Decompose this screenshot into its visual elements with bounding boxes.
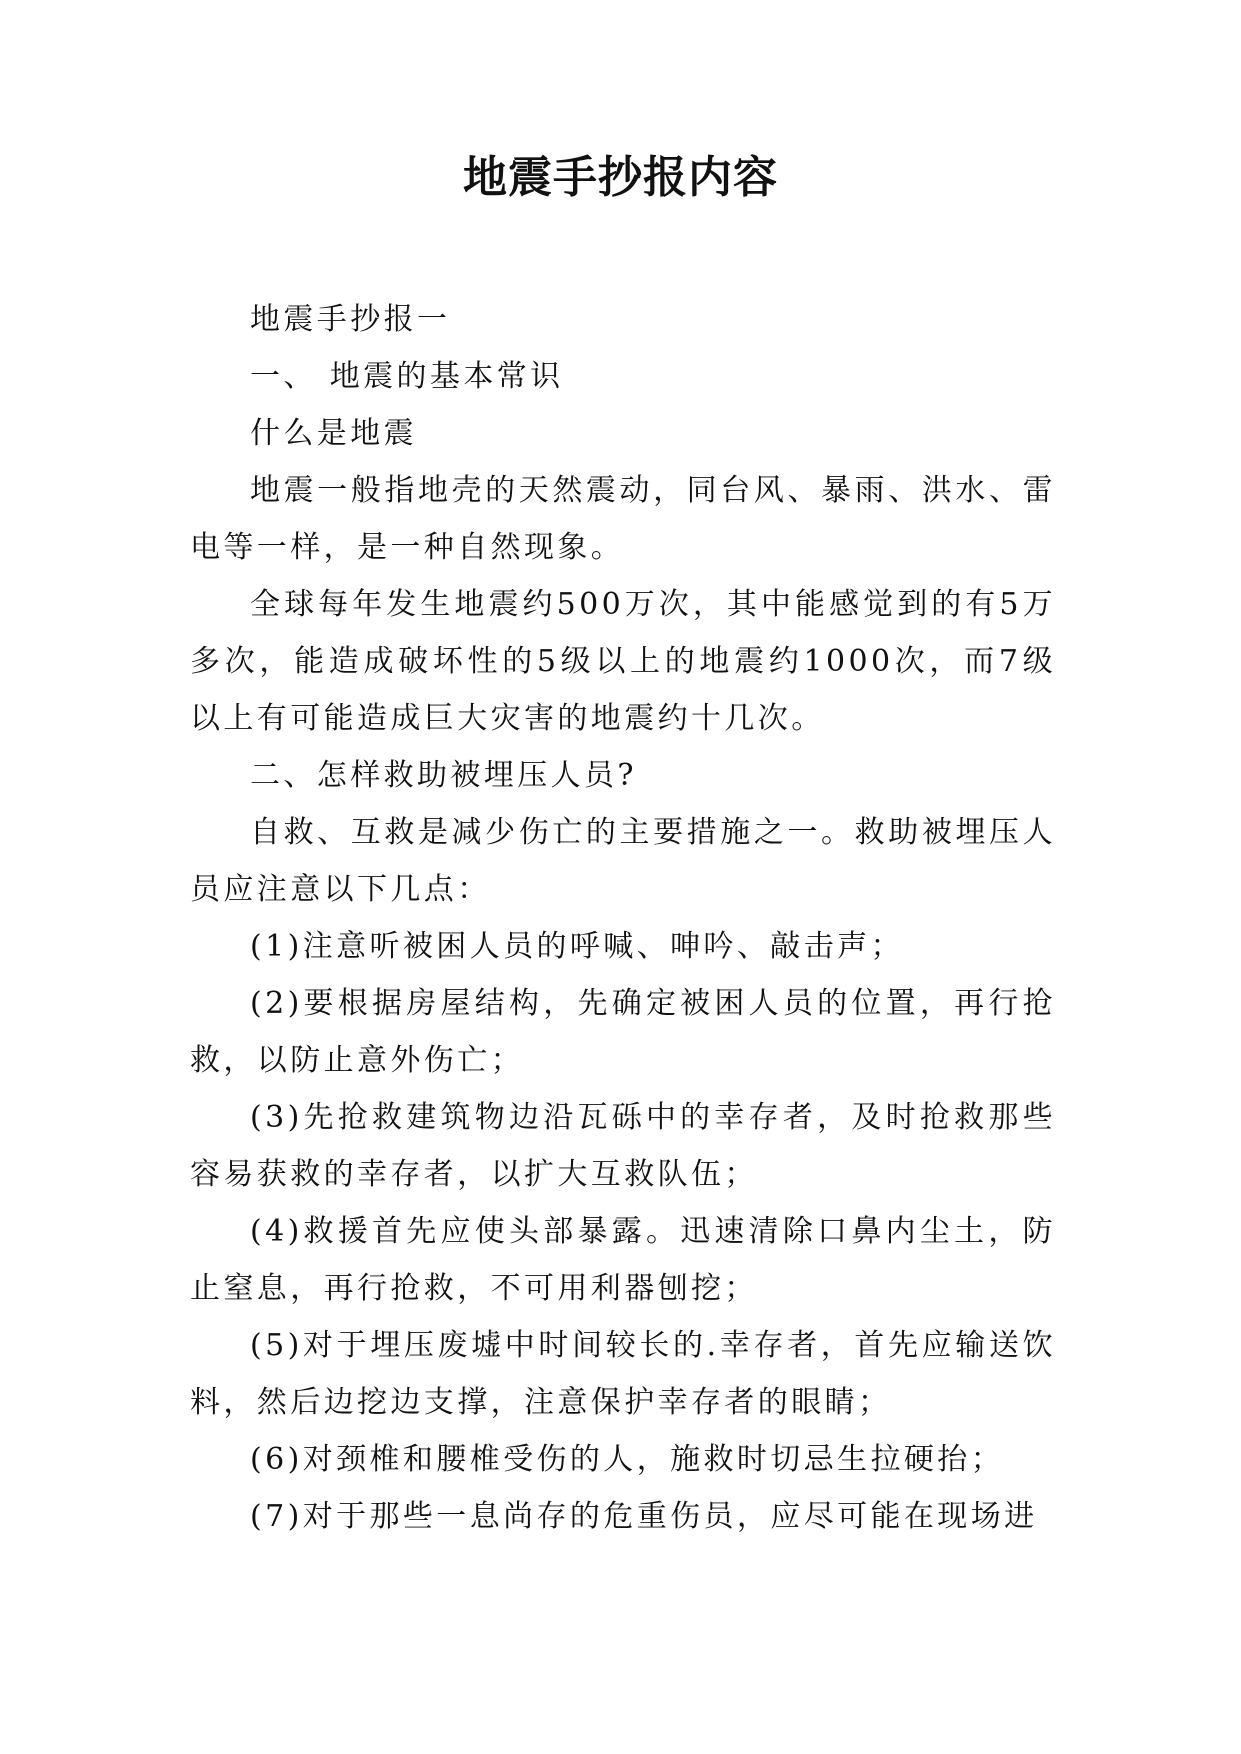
paragraph: (6)对颈椎和腰椎受伤的人，施救时切忌生拉硬抬；	[250, 1442, 1005, 1477]
document-title: 地震手抄报内容	[463, 152, 778, 203]
paragraph: 什么是地震	[250, 416, 417, 451]
paragraph: (5)对于埋压废墟中时间较长的.幸存者，首先应输送饮料，然后边挖边支撑，注意保护幸存者的眼睛；	[190, 1328, 1056, 1420]
paragraph: (7)对于那些一息尚存的危重伤员，应尽可能在现场进	[250, 1499, 1038, 1534]
paragraph: 地震手抄报一	[250, 302, 451, 337]
paragraph: 地震一般指地壳的天然震动，同台风、暴雨、洪水、雷电等一样，是一种自然现象。	[190, 473, 1056, 565]
paragraph: (4)救援首先应使头部暴露。迅速清除口鼻内尘土，防止窒息，再行抢救，不可用利器刨挖；	[190, 1214, 1056, 1306]
document-body	[190, 291, 1056, 1545]
paragraph: 自救、互救是减少伤亡的主要措施之一。救助被埋压人员应注意以下几点：	[190, 815, 1056, 907]
paragraph: 一、 地震的基本常识	[250, 359, 564, 394]
paragraph: (3)先抢救建筑物边沿瓦砾中的幸存者，及时抢救那些容易获救的幸存者，以扩大互救队伍；	[190, 1100, 1056, 1192]
paragraph: 二、怎样救助被埋压人员?	[250, 758, 637, 793]
paragraph: (1)注意听被困人员的呼喊、呻吟、敲击声；	[250, 929, 904, 964]
paragraph: 全球每年发生地震约500万次，其中能感觉到的有5万多次，能造成破坏性的5级以上的地震约1000次，而7级以上有可能造成巨大灾害的地震约十几次。	[190, 587, 1056, 736]
paragraph: (2)要根据房屋结构，先确定被困人员的位置，再行抢救，以防止意外伤亡；	[190, 986, 1056, 1078]
